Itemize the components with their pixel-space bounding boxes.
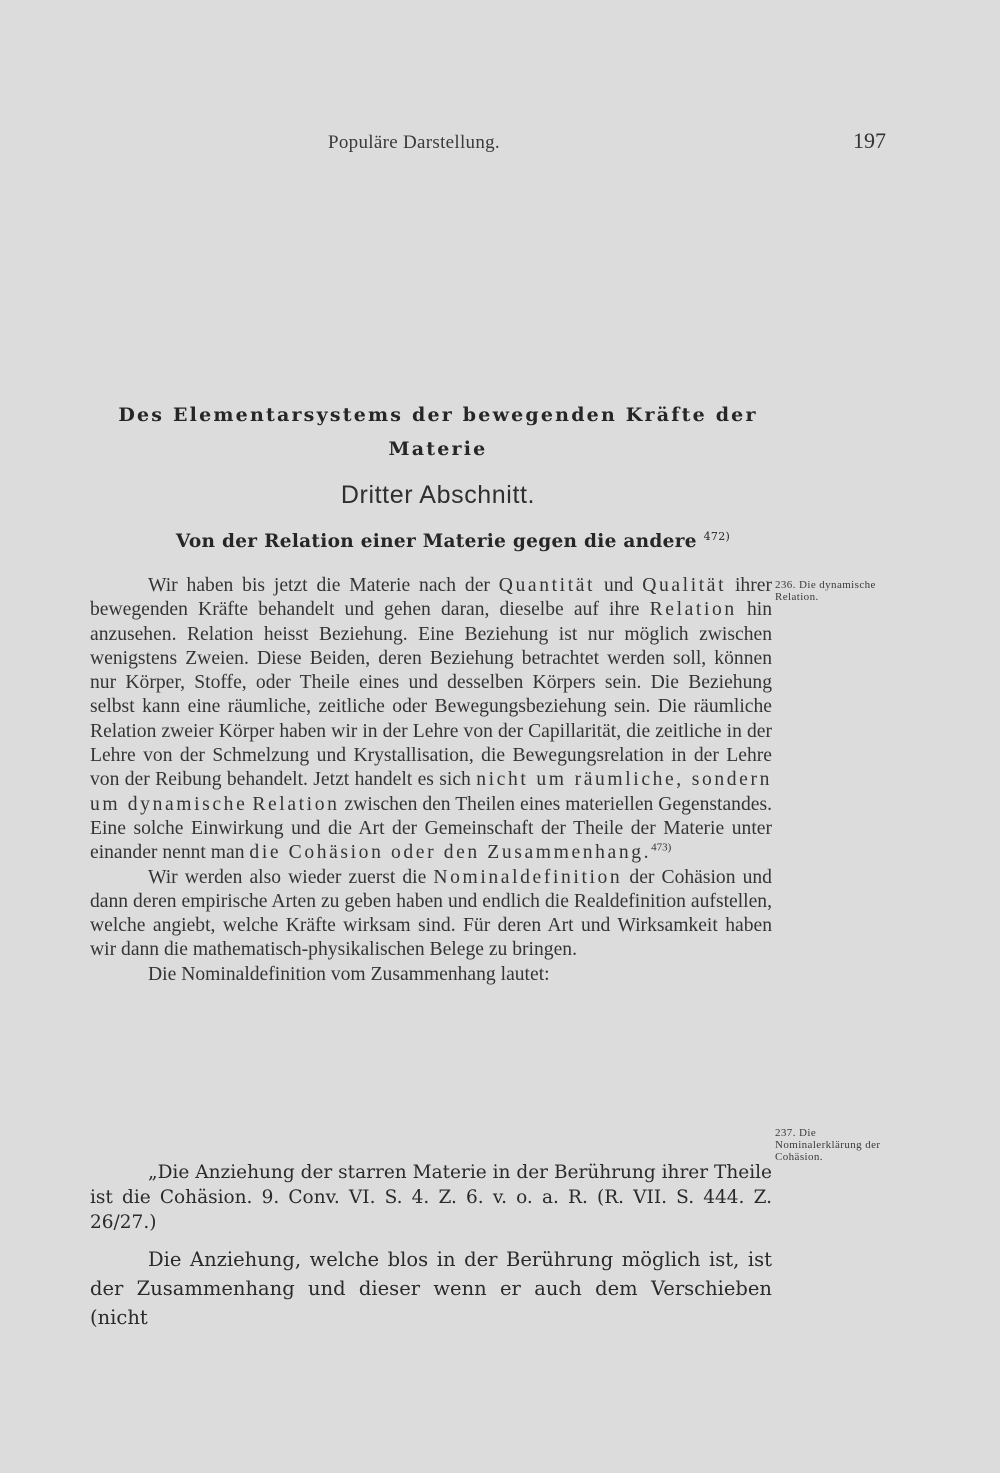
emphasis-quantitaet: Quantität — [498, 575, 596, 596]
section-subtitle — [88, 520, 788, 559]
text-run: Wir werden also wieder zuerst die — [148, 866, 427, 888]
margin-note-237-number: 237. — [775, 1127, 796, 1139]
margin-note-237 — [775, 1127, 895, 1163]
paragraph-1 — [90, 574, 772, 866]
emphasis-nominaldefinition: Nominaldefinition — [433, 866, 623, 888]
text-run: hin anzusehen. Relation heisst Beziehung. Eine Beziehung ist nur möglich zwischen wenigstens Zweien. Diese Beiden, deren Beziehung betrachtet werden soll, können nur Körper, Stoffe, oder Theile eines und desselben Körpers sein. Die Beziehung selbst kann eine räumliche, zeitliche oder Bewegungsbeziehung sein. Die räumliche Relation zweier Körper haben wir in der Lehre von der Capillarität, die zeitliche in der Lehre von der Schmelzung und Krystallisation, die Bewegungsrelation in der Lehre von der Reibung behandelt. Jetzt handelt es sich — [90, 599, 772, 791]
running-head-title: Populäre Darstellung. — [328, 132, 500, 153]
text-run: Wir haben bis jetzt die Materie nach der — [148, 575, 490, 596]
section-subtitle-text: Von der Relation einer Materie gegen die andere — [175, 531, 697, 553]
text-run: und — [603, 575, 634, 596]
text-run: der Cohäsion und dann deren empirische Arten zu geben haben und endlich die Realdefinition aufstellen, welche angiebt, welche Kräfte wirksam sind. Für deren Art und Wirksamkeit haben wir dann die mathematisch-physikalischen Belege zu bringen. — [90, 866, 772, 961]
text-run: ihrer bewegenden Kräfte behandelt und gehen daran, dieselbe auf ihre — [90, 575, 772, 621]
body-text — [90, 574, 772, 987]
emphasis-relation: Relation — [649, 599, 737, 621]
margin-note-236-number: 236. — [775, 579, 796, 591]
section-label: Dritter Abschnitt. — [340, 481, 536, 509]
emphasis-qualitaet: Qualität — [642, 575, 727, 596]
paragraph-2 — [90, 866, 772, 963]
text-run: zwischen den Theilen eines materiellen Gegenstandes. Eine solche Einwirkung und die Art der Gemeinschaft der Theile der Materie unter einander nennt man — [90, 793, 772, 864]
paragraph-3: Die Nominaldefinition vom Zusammenhang lautet: — [148, 963, 550, 985]
margin-note-236 — [775, 579, 900, 603]
page-number: 197 — [853, 128, 886, 153]
fraktur-quotation — [90, 1160, 772, 1332]
margin-note-236-text: Die dynamische Relation. — [775, 579, 876, 603]
chapter-heading — [88, 398, 788, 559]
emphasis-cohaesion: die Cohäsion oder den Zusammenhang. — [249, 842, 652, 864]
footnote-ref-473: 473) — [651, 841, 672, 854]
emphasis-relation-2: Relation — [252, 793, 340, 815]
running-head — [0, 128, 1000, 158]
part-title — [88, 398, 788, 466]
part-title-line-2: Materie — [388, 438, 488, 460]
emphasis-nicht-raeumlich: nicht um räumliche, sondern um dynamische — [90, 769, 772, 815]
margin-note-237-text: Die Nominalerklärung der Cohäsion. — [775, 1127, 881, 1163]
footnote-ref-472: 472) — [703, 530, 731, 543]
definition-quote: „Die Anziehung der starren Materie in der Berührung ihrer Theile ist die Cohäsion. 9. Conv. VI. S. 4. Z. 6. v. o. a. R. (R. VII. S. 444. Z. 26/27.) — [90, 1162, 772, 1233]
part-title-line-1: Des Elementarsystems der bewegenden Kräfte der — [118, 404, 758, 426]
fraktur-paragraph: Die Anziehung, welche blos in der Berührung möglich ist, ist der Zusammenhang und dieser wenn er auch dem Verschieben (nicht — [90, 1248, 772, 1329]
